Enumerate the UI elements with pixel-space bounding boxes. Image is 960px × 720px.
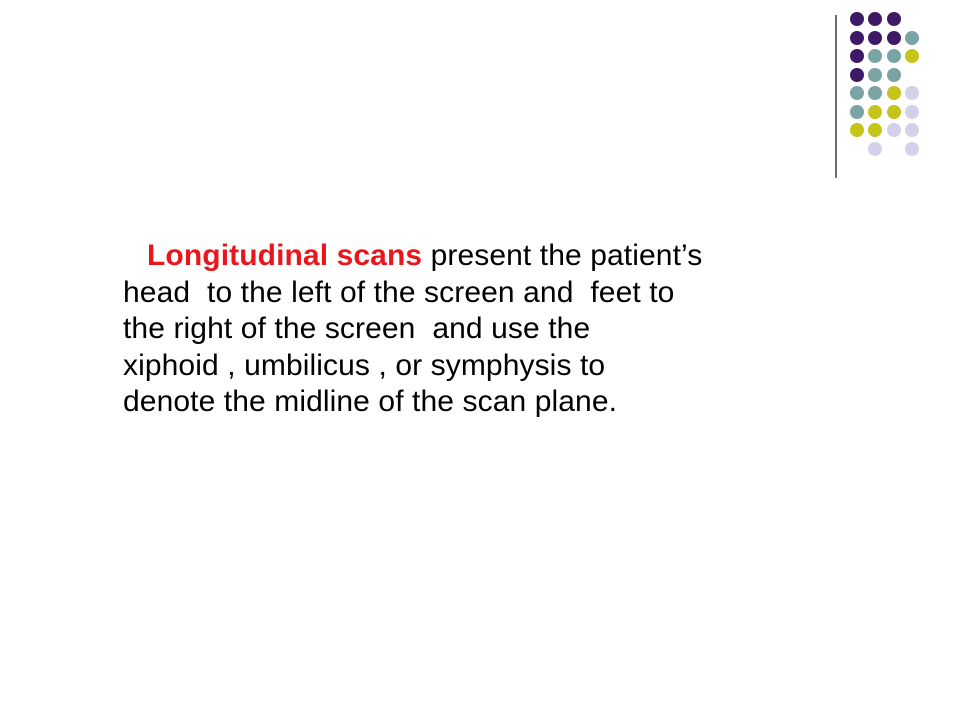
vertical-divider-line: [835, 15, 837, 178]
decorative-dot: [850, 86, 864, 100]
highlighted-term: Longitudinal scans: [147, 239, 423, 272]
decorative-dot: [887, 49, 901, 63]
decorative-dot: [850, 68, 864, 82]
decorative-dot-grid: [845, 12, 935, 158]
decorative-dot: [868, 105, 882, 119]
paragraph-line-4: xiphoid , umbilicus , or symphysis to: [123, 348, 606, 382]
decorative-dot: [887, 12, 901, 26]
decorative-dot: [868, 31, 882, 45]
decorative-dot: [868, 49, 882, 63]
decorative-dot: [905, 31, 919, 45]
decorative-dot: [905, 142, 919, 156]
decorative-dot: [905, 86, 919, 100]
paragraph-line-5: denote the midline of the scan plane.: [123, 385, 618, 418]
paragraph-line-1: [123, 238, 823, 275]
decorative-dot: [850, 105, 864, 119]
decorative-dot: [887, 86, 901, 100]
decorative-dot: [868, 123, 882, 137]
decorative-dot: [887, 123, 901, 137]
decorative-dot: [850, 31, 864, 45]
paragraph-line-2: head to the left of the screen and feet to: [123, 275, 675, 309]
paragraph-line-3: the right of the screen and use the: [123, 312, 591, 345]
decorative-dot: [905, 49, 919, 63]
decorative-dot: [850, 49, 864, 63]
decorative-dot: [868, 86, 882, 100]
decorative-dot: [868, 12, 882, 26]
decorative-dot: [887, 68, 901, 82]
decorative-dot: [905, 123, 919, 137]
decorative-dot: [850, 123, 864, 137]
body-paragraph: [123, 238, 823, 421]
decorative-dot: [850, 12, 864, 26]
decorative-dot: [887, 105, 901, 119]
decorative-dot: [887, 31, 901, 45]
decorative-dot: [868, 142, 882, 156]
line-1-rest: present the patient’s: [422, 239, 703, 272]
decorative-dot: [868, 68, 882, 82]
decorative-dot: [905, 105, 919, 119]
